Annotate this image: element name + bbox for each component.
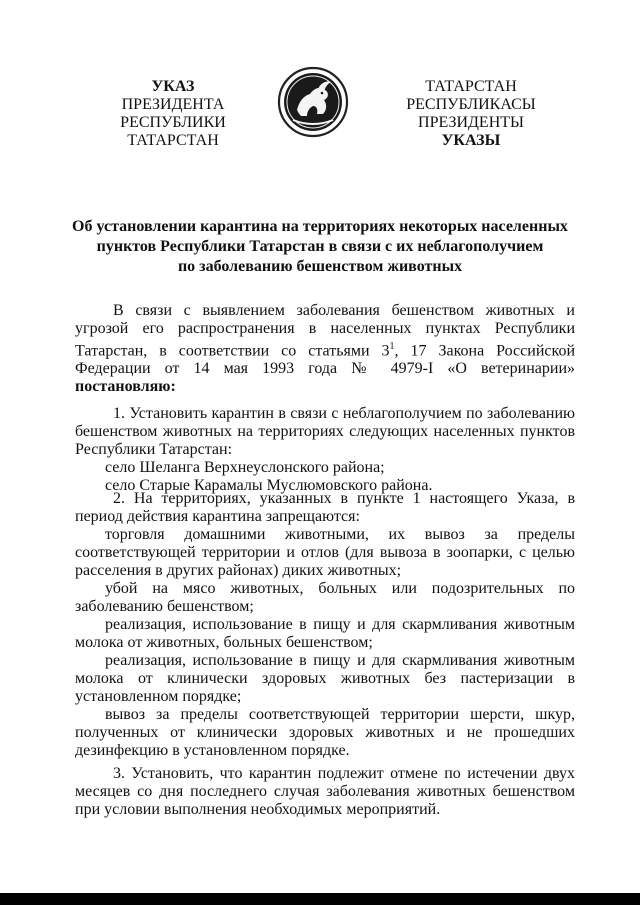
item-2-list-item-2: убой на мясо животных, больных или подозрительных по заболеванию бешенством; <box>75 580 575 615</box>
coat-of-arms-seal-icon <box>277 66 349 138</box>
header-right <box>366 78 576 150</box>
header-right-line-1: ТАТАРСТАН РЕСПУБЛИКАСЫ <box>406 78 536 113</box>
preamble-paragraph <box>75 302 575 396</box>
item-1-place-1: село Шеланга Верхнеуслонского района; <box>105 459 385 476</box>
item-3 <box>75 765 575 819</box>
scan-bottom-edge <box>0 893 640 905</box>
item-2-list-item-5: вывоз за пределы соответствующей территории шерсти, шкур, полученных от клинически здоровых животных и не прошедших дезинфекцию в установленном порядке. <box>75 706 575 759</box>
title-line-1: Об установлении карантина на территориях некоторых населенных <box>72 218 568 235</box>
preamble-article-superscript: 1 <box>389 341 395 352</box>
header-left-line-1: УКАЗ <box>151 78 195 95</box>
item-2 <box>75 490 575 760</box>
preamble-resolution: постановляю: <box>75 378 176 396</box>
item-1-place-2: село Старые Карамалы Муслюмовского района. <box>105 477 433 494</box>
item-2-list-item-1: торговля домашними животными, их вывоз за пределы соответствующей территории и отлов (для вывоза в зоопарки, с целью расселения в других районах) диких животных; <box>75 526 575 579</box>
header-right-line-2: ПРЕЗИДЕНТЫ <box>418 114 524 131</box>
item-3-text: 3. Установить, что карантин подлежит отмене по истечении двух месяцев со дня последнего случая заболевания животных бешенством при условии выполнения необходимых мероприятий. <box>75 765 575 818</box>
preamble-text-cont: , 17 Закона Российской Федерации от 14 мая 1993 года № 4979-I «О ветеринарии» <box>75 342 576 378</box>
header-left-line-2: ПРЕЗИДЕНТА <box>121 96 225 113</box>
header-left <box>78 78 268 150</box>
preamble <box>75 302 575 396</box>
preamble-text: В связи с выявлением заболевания бешенством животных и угрозой его распространения в населенных пунктах Республики Татарстан, в соответствии со статьями 3 <box>75 302 575 360</box>
item-2-text: 2. На территориях, указанных в пункте 1 настоящего Указа, в период действия карантина запрещаются: <box>75 490 575 525</box>
item-1-text: 1. Установить карантин в связи с неблагополучием по заболеванию бешенством животных на территориях следующих населенных пунктов Республики Татарстан: <box>75 405 575 458</box>
item-1 <box>75 405 575 495</box>
header-right-line-3: УКАЗЫ <box>441 132 501 149</box>
item-2-list-item-4: реализация, использование в пищу и для скармливания животным молока от клинически здоровых животных без пастеризации в установленном порядке; <box>75 652 575 705</box>
header-left-line-3: РЕСПУБЛИКИ ТАТАРСТАН <box>120 114 226 149</box>
title-line-2: пунктов Республики Татарстан в связи с их неблагополучием <box>96 238 544 255</box>
title-line-3: по заболеванию бешенством животных <box>177 258 463 275</box>
decree-title <box>70 217 570 277</box>
item-2-list-item-3: реализация, использование в пищу и для скармливания животным молока от животных, больных бешенством; <box>75 616 575 651</box>
